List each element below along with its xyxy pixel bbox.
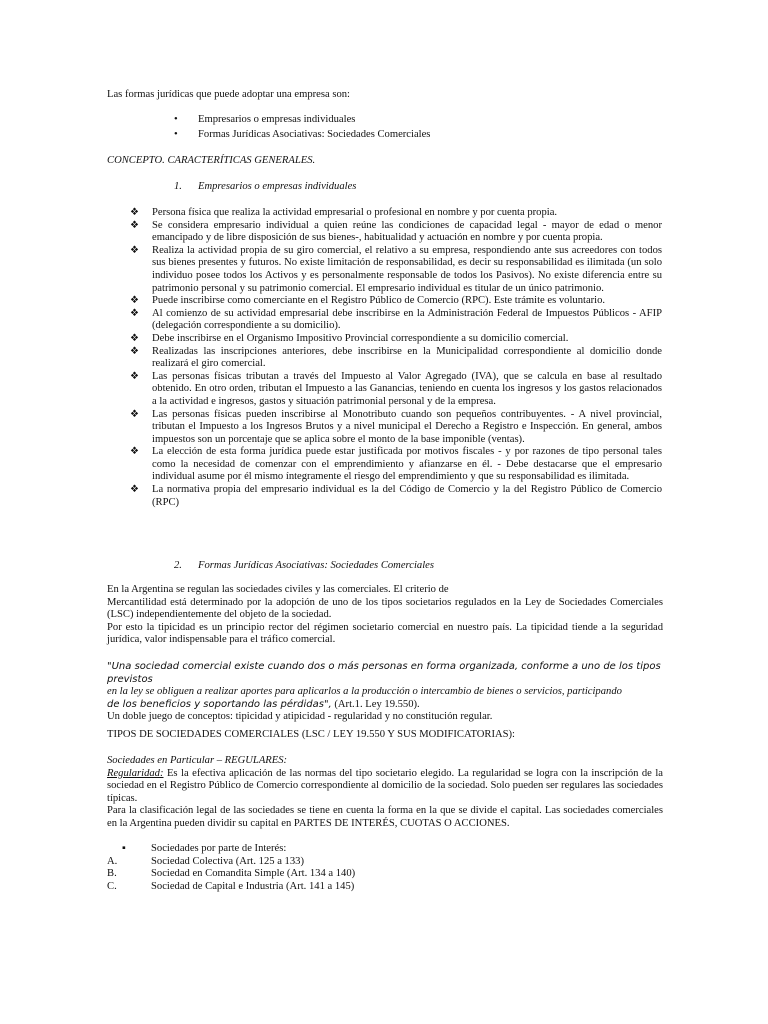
section-title: Empresarios o empresas individuales (198, 181, 357, 192)
quote-line: "Una sociedad comercial existe cuando dos o más personas en forma organizada, conforme a uno de los tipos previstos (107, 661, 661, 685)
list-item: ❖ Realizadas las inscripciones anteriores, debe inscribirse en la Municipalidad correspondiente al domicilio donde realizará el giro comercial. (130, 346, 662, 371)
list-item: ❖ Debe inscribirse en el Organismo Impositivo Provincial correspondiente a su domicilio comercial. (130, 333, 662, 346)
list-item: • Formas Jurídicas Asociativas: Sociedades Comerciales (170, 129, 430, 144)
list-item: • Empresarios o empresas individuales (170, 114, 430, 129)
list-item (107, 868, 507, 881)
list-marker: A. (107, 855, 118, 867)
list-item (107, 881, 507, 894)
quote-source: (Art.1. Ley 19.550). (331, 698, 420, 710)
list-marker: C. (107, 880, 117, 892)
paragraph-text: Por esto la tipicidad es un principio rector del régimen societario comercial en nuestro país. La tipicidad tiende a la seguridad jurídica, valor indispensable para el tráfico comercial. (107, 621, 663, 646)
section-1-list (130, 207, 662, 509)
paragraph-text: Mercantilidad está determinado por la adopción de uno de los tipos societarios regulados en la Ley de Sociedades Comerciales (LSC) independientemente del objeto de la sociedad. (107, 596, 663, 621)
list-item-text: Sociedad de Capital e Industria (Art. 141 a 145) (151, 880, 355, 892)
top-bullet-list (170, 114, 430, 144)
paragraph-line: En la Argentina se regulan las sociedades civiles y las comerciales. El criterio de (107, 584, 449, 595)
definition-quote (107, 661, 663, 724)
list-item-text: Sociedad en Comandita Simple (Art. 134 a 140) (151, 868, 356, 880)
list-item: ❖ La elección de esta forma jurídica puede estar justificada por motivos fiscales - y por razones de tipo personal tales como la necesidad de comenzar con el emprendimiento y afianzarse en él. - Debe destacarse que el empresario individual asume por él mismo íntegramente el riesgo del emprendimiento y que su responsabilidad es ilimitada. (130, 446, 662, 484)
list-item (107, 856, 507, 869)
sociedades-paragraph (107, 584, 663, 647)
tipos-heading: TIPOS DE SOCIEDADES COMERCIALES (LSC / LEY 19.550 Y SUS MODIFICATORIAS): (107, 729, 515, 740)
list-item (107, 843, 507, 856)
regularidad-label: Regularidad: (107, 767, 164, 779)
list-item: ❖ Se considera empresario individual a quien reúne las condiciones de capacidad legal - mayor de edad o menor emancipado y de libre disposición de sus bienes-, habitualidad y actuación en nombre y por cuenta propia. (130, 220, 662, 245)
section-2-heading (174, 560, 434, 573)
list-item: ❖ Al comienzo de su actividad empresarial debe inscribirse en la Administración Federal de Impuestos Públicos - AFIP (delegación correspondiente a su domicilio). (130, 308, 662, 333)
regularidad-text: Es la efectiva aplicación de las normas del tipo societario elegido. La regularidad se logra con la inscripción de la sociedad en el Registro Público de Comercio correspondiente al domicilio de la sociedad. Solo pueden ser regulares las sociedades típicas. (107, 767, 663, 804)
quote-line: de los beneficios y soportando las pérdidas", (107, 698, 332, 710)
list-item: ❖ Realiza la actividad propia de su giro comercial, el relativo a su empresa, respondiendo ante sus acreedores con todos sus bienes presentes y futuros. No existe limitación de responsabilidad, es decir su responsabilidad es ilimitada (un solo individuo posee todos los Activos y es personalmente responsable de todos los Pasivos). No existe diferencia entre su patrimonio personal y su patrimonio comercial. El empresario individual es titular de un único patrimonio. (130, 245, 662, 295)
partes-interes-list (107, 843, 507, 893)
list-item-text: Sociedades por parte de Interés: (151, 843, 287, 854)
list-item-text: Sociedad Colectiva (Art. 125 a 133) (151, 855, 304, 867)
intro-text: Las formas jurídicas que puede adoptar una empresa son: (107, 89, 350, 100)
particular-heading: Sociedades en Particular – REGULARES: (107, 755, 288, 766)
concept-heading: CONCEPTO. CARACTERÍTICAS GENERALES. (107, 155, 316, 166)
clasificacion-text: Para la clasificación legal de las sociedades se tiene en cuenta la forma en la que se divide el capital. Las sociedades comerciales en la Argentina pueden dividir su capital en PARTES DE INTERÉS, CUOTAS O ACCIONES. (107, 805, 663, 829)
list-item: ❖ La normativa propia del empresario individual es la del Código de Comercio y la del Registro Público de Comercio (RPC) (130, 484, 662, 509)
list-item: ❖ Puede inscribirse como comerciante en el Registro Público de Comercio (RPC). Este trámite es voluntario. (130, 295, 662, 308)
list-item: ❖ Las personas físicas pueden inscribirse al Monotributo cuando son pequeños contribuyentes. - A nivel provincial, tributan el Impuesto a los Ingresos Brutos y a nivel municipal el Derecho a Registro e Inspección. En general, ambos impuestos son un porcentaje que se aplica sobre el monto de la base imponible (ventas). (130, 409, 662, 447)
regularidad-section (107, 755, 663, 831)
section-1-heading (174, 181, 356, 194)
list-item: ❖ Persona física que realiza la actividad empresarial o profesional en nombre y por cuenta propia. (130, 207, 662, 220)
doble-juego-text: Un doble juego de conceptos: tipicidad y atipicidad - regularidad y no constitución regular. (107, 711, 493, 723)
section-number: 1. (174, 181, 182, 192)
quote-line: en la ley se obliguen a realizar aportes para aplicarlos a la producción o intercambio de bienes o servicios, participando (107, 686, 622, 698)
section-number: 2. (174, 560, 182, 571)
section-title: Formas Jurídicas Asociativas: Sociedades Comerciales (198, 560, 434, 571)
list-marker: B. (107, 868, 117, 880)
list-item: ❖ Las personas físicas tributan a través del Impuesto al Valor Agregado (IVA), que se calcula en base al resultado obtenido. En otro orden, tributan el Impuesto a las Ganancias, teniendo en cuenta los ingresos y los gastos relacionados a la actividad e ingresos, gastos y situación patrimonial personal y de la empresa. (130, 371, 662, 409)
